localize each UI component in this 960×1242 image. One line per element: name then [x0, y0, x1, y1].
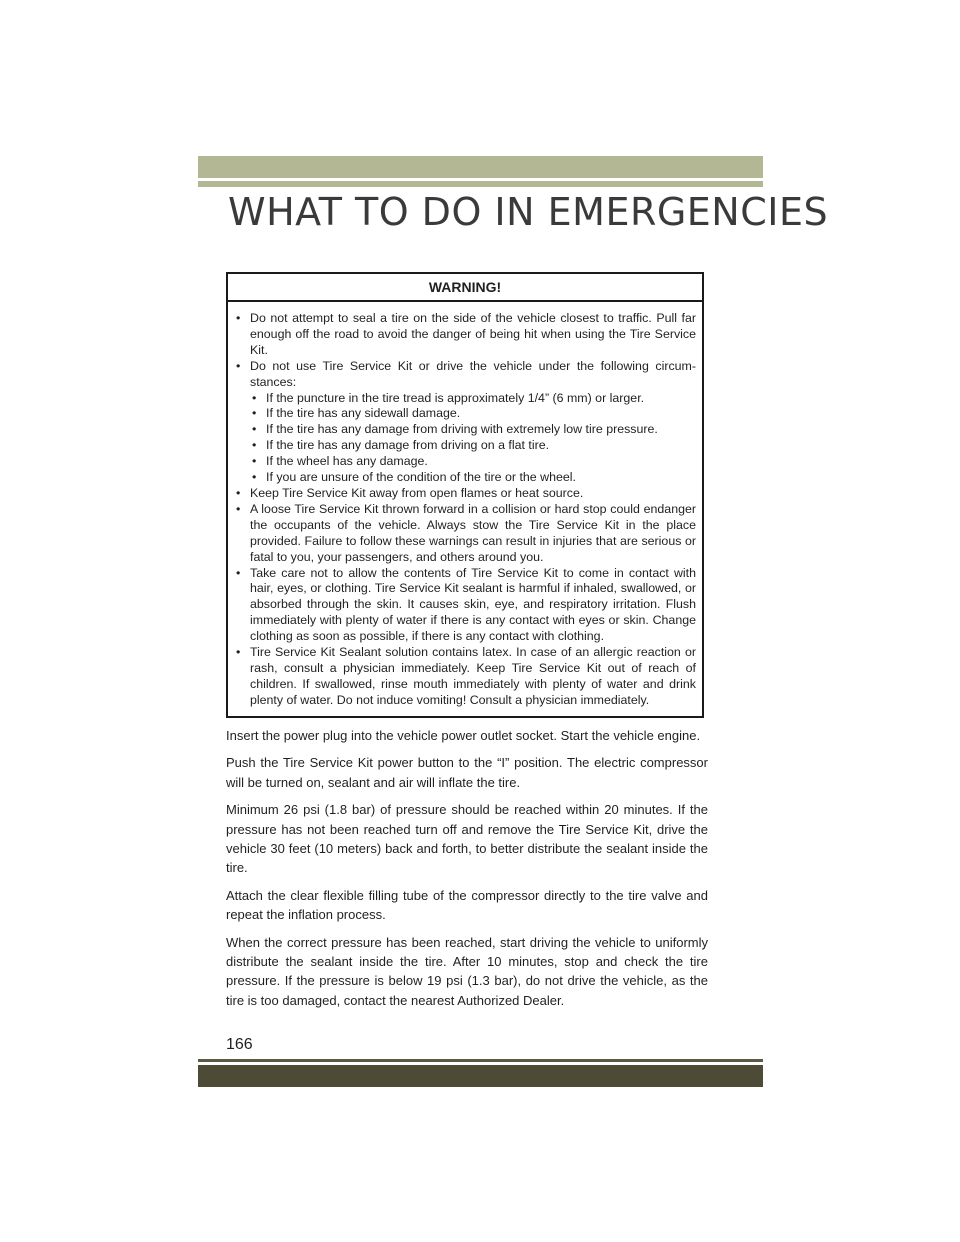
warning-item: [236, 486, 696, 502]
warning-item-text: Keep Tire Service Kit away from open flames or heat source.: [250, 485, 584, 500]
warning-subitem-text: If the puncture in the tire tread is approximately 1/4” (6 mm) or larger.: [266, 390, 645, 405]
warning-item: [236, 311, 696, 359]
warning-subitem-text: If you are unsure of the condition of the tire or the wheel.: [266, 470, 576, 485]
footer-color-band: [198, 1065, 763, 1087]
warning-item: [236, 645, 696, 709]
bullet-icon: •: [236, 501, 241, 516]
body-paragraph: Minimum 26 psi (1.8 bar) of pressure should be reached within 20 minutes. If the pressure has not been reached turn off and remove the Tire Service Kit, drive the vehicle 30 feet (10 meters) back and forth, to better distribute the sealant inside the tire.: [226, 802, 708, 876]
header-rule: [198, 181, 763, 187]
warning-subitem: [236, 406, 696, 422]
bullet-icon: •: [236, 645, 241, 660]
warning-subitem: [236, 422, 696, 438]
warning-item-text: Tire Service Kit Sealant solution contains latex. In case of an allergic reaction or rash, consult a physician immediately. Keep Tire Service Kit out of reach of children. If swallowed, rinse mouth immediately with plenty of water and drink plenty of water. Do not induce vomiting! Consult a physician immediately.: [250, 645, 696, 707]
warning-list: [228, 302, 702, 709]
bullet-icon: •: [236, 311, 241, 325]
bullet-icon: •: [252, 470, 257, 485]
warning-subitem-text: If the tire has any sidewall damage.: [266, 406, 461, 421]
warning-item-text: Take care not to allow the contents of Tire Service Kit to come in contact with hair, eyes, or clothing. Tire Service Kit sealant is harmful if inhaled, swallowed, or absorbed through the skin. It causes skin, eye, and respiratory irritation. Flush immediately with plenty of water if there is any contact with eyes or skin. Change clothing as soon as possible, if there is any contact with clothing.: [250, 565, 696, 644]
body-paragraph: Insert the power plug into the vehicle power outlet socket. Start the vehicle engine.: [226, 728, 701, 743]
bullet-icon: •: [236, 565, 241, 580]
warning-item-text: Do not attempt to seal a tire on the side of the vehicle closest to traffic. Pull far enough off the road to avoid the danger of being hit when using the Tire Service Kit.: [250, 311, 696, 357]
warning-item-text: Do not use Tire Service Kit or drive the vehicle under the following circum- stances:: [250, 358, 696, 389]
body-paragraph: Push the Tire Service Kit power button to the “I” position. The electric compressor will be turned on, sealant and air will inflate the tire.: [226, 755, 708, 790]
warning-subitem-text: If the tire has any damage from driving with extremely low tire pressure.: [266, 422, 658, 437]
warning-item-text: A loose Tire Service Kit thrown forward in a collision or hard stop could endanger the occupants of the vehicle. Always stow the Tire Service Kit in the place provided. Failure to follow these warnings can result in injuries that are serious or fatal to you, your passengers, and others around you.: [250, 501, 696, 564]
warning-box: [226, 272, 704, 718]
bullet-icon: •: [252, 406, 257, 421]
warning-subitem: [236, 438, 696, 454]
page-number: 166: [226, 1036, 253, 1053]
footer-rule: [198, 1059, 763, 1062]
bullet-icon: •: [236, 485, 241, 500]
warning-subitem: [236, 454, 696, 470]
bullet-icon: •: [236, 358, 241, 373]
body-paragraph: When the correct pressure has been reached, start driving the vehicle to uniformly distribute the sealant inside the tire. After 10 minutes, stop and check the tire pressure. If the pressure is below 19 psi (1.3 bar), do not drive the vehicle, as the tire is too damaged, contact the nearest Authorized Dealer.: [226, 934, 708, 1008]
warning-title: WARNING!: [228, 274, 702, 302]
warning-item: [236, 359, 696, 391]
body-paragraph: Attach the clear flexible filling tube of the compressor directly to the tire valve and repeat the inflation process.: [226, 887, 708, 923]
warning-subitem: [236, 391, 696, 407]
header-color-band: [198, 156, 763, 178]
warning-item: [236, 502, 696, 566]
section-title: WHAT TO DO IN EMERGENCIES: [228, 190, 829, 234]
warning-subitem-text: If the tire has any damage from driving on a flat tire.: [266, 438, 550, 453]
bullet-icon: •: [252, 438, 257, 453]
bullet-icon: •: [252, 390, 257, 405]
bullet-icon: •: [252, 454, 257, 469]
body-text: [226, 726, 708, 1018]
warning-item: [236, 566, 696, 646]
bullet-icon: •: [252, 422, 257, 437]
warning-subitem: [236, 470, 696, 486]
warning-subitem-text: If the wheel has any damage.: [266, 454, 428, 469]
